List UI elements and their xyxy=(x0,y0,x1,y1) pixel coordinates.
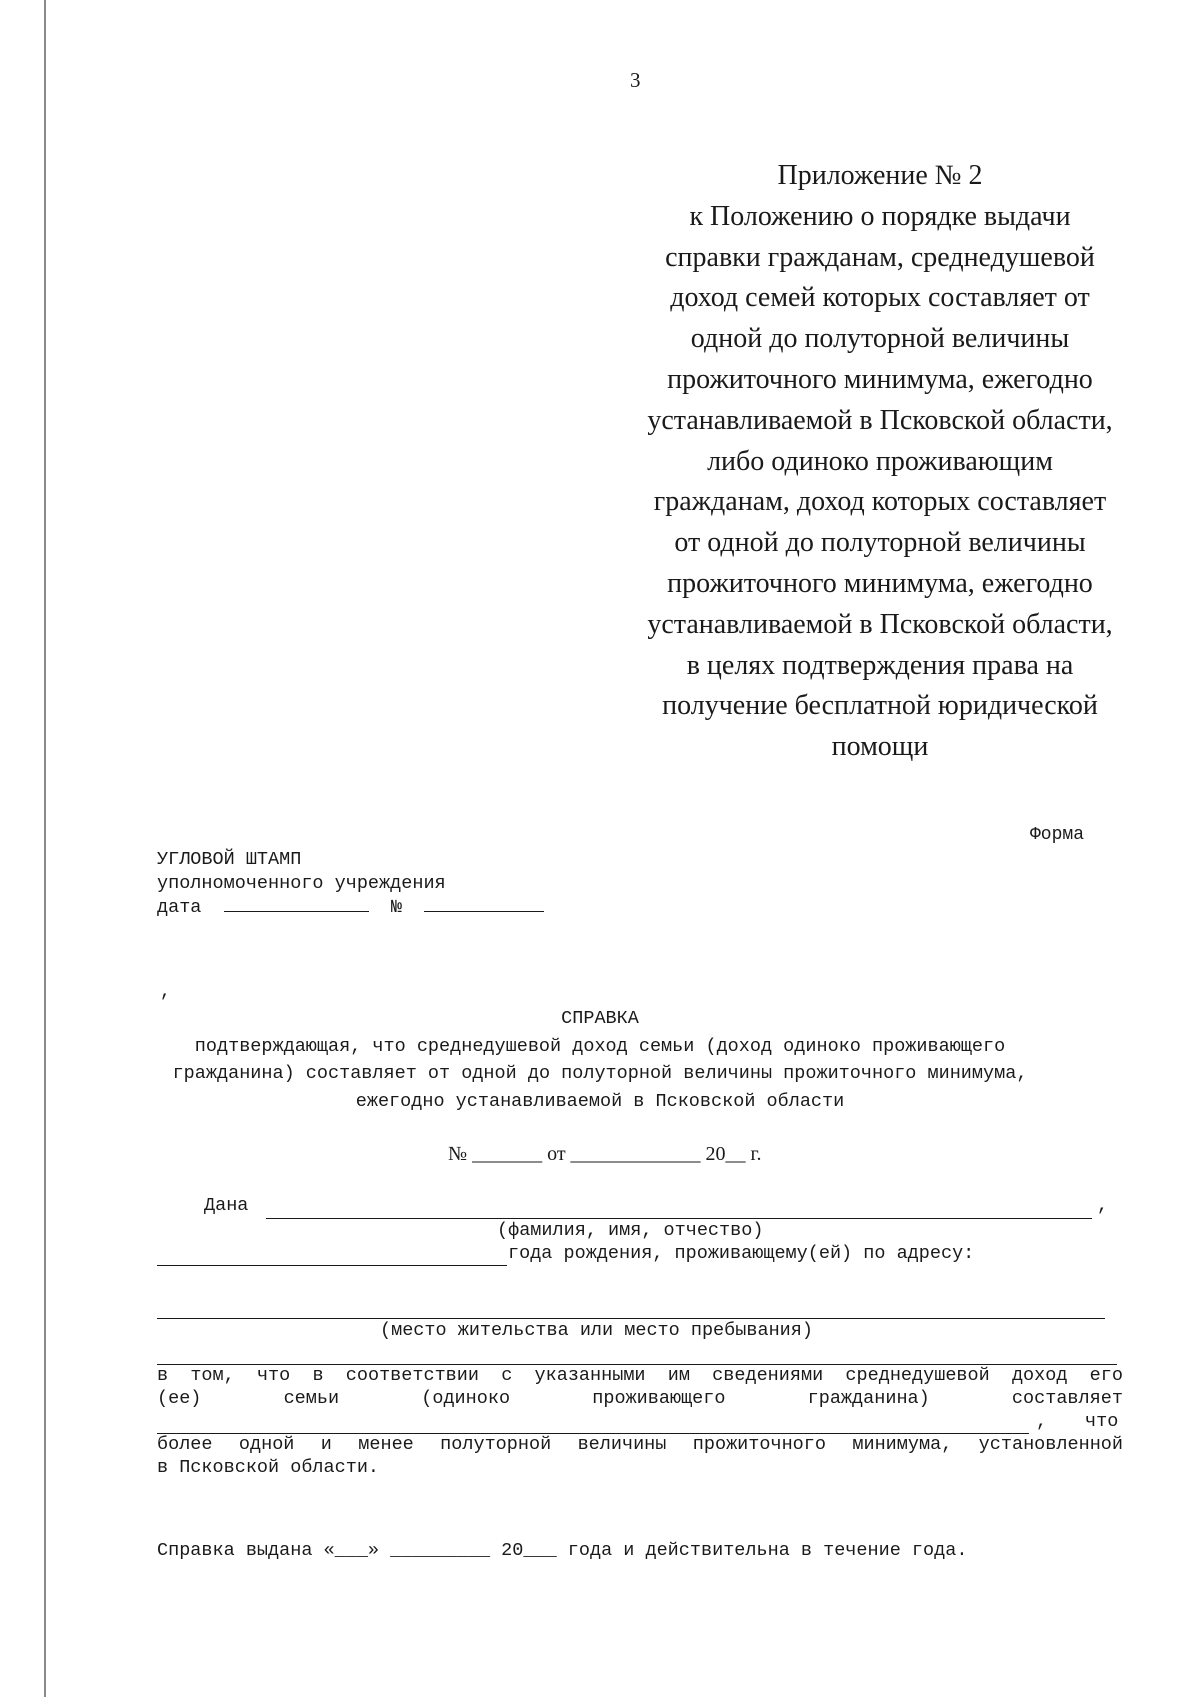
stamp-institution: уполномоченного учреждения xyxy=(157,873,446,894)
paragraph-word: (одиноко xyxy=(421,1388,511,1409)
paragraph-word: в xyxy=(312,1365,324,1386)
corner-stamp xyxy=(157,848,544,920)
certificate-title-block xyxy=(150,1005,1050,1115)
paragraph-word: с xyxy=(501,1365,513,1386)
paragraph-word: (ее) xyxy=(157,1388,202,1409)
stamp-number-label: № xyxy=(390,897,402,918)
paragraph-word: семьи xyxy=(283,1388,340,1409)
name-comma: , xyxy=(1097,1195,1109,1216)
name-blank-line xyxy=(266,1218,1092,1219)
annex-line: справки гражданам, среднедушевой xyxy=(665,241,1095,273)
stamp-date-row xyxy=(157,896,544,920)
annex-line: либо одиноко проживающим xyxy=(707,445,1053,477)
paragraph-word: указанными xyxy=(534,1365,646,1386)
paragraph-line-2 xyxy=(157,1388,1123,1409)
certificate-subtitle-line: подтверждающая, что среднедушевой доход семьи (доход одиноко проживающего xyxy=(194,1035,1006,1057)
annex-heading xyxy=(600,156,1160,768)
annex-line: доход семей которых составляет от xyxy=(670,282,1090,314)
issued-to-label: Дана xyxy=(204,1195,249,1216)
paragraph-word: менее xyxy=(358,1434,414,1455)
name-caption: (фамилия, имя, отчество) xyxy=(497,1220,764,1241)
address-blank-line xyxy=(157,1318,1105,1319)
paragraph-word: более xyxy=(157,1434,213,1455)
stamp-date-label: дата xyxy=(157,897,202,918)
paragraph-word: сведениями xyxy=(712,1365,824,1386)
annex-line: прожиточного минимума, ежегодно xyxy=(667,363,1093,395)
annex-line: в целях подтверждения права на xyxy=(686,649,1074,681)
annex-line: прожиточного минимума, ежегодно xyxy=(667,567,1093,599)
stamp-title: УГЛОВОЙ ШТАМП xyxy=(157,849,302,870)
stamp-number-blank xyxy=(424,897,544,912)
birth-text: года рождения, проживающему(ей) по адресу: xyxy=(508,1243,975,1264)
annex-line: Приложение № 2 xyxy=(777,160,983,191)
paragraph-word: доход xyxy=(1011,1365,1068,1386)
annex-line: к Положению о порядке выдачи xyxy=(689,200,1071,232)
annex-line: от одной до полуторной величины xyxy=(674,527,1086,559)
annex-line: устанавливаемой в Псковской области, xyxy=(647,608,1113,640)
annex-line: устанавливаемой в Псковской области, xyxy=(647,404,1113,436)
paragraph-word: его xyxy=(1089,1365,1123,1386)
form-label: Форма xyxy=(1030,825,1085,845)
paragraph-word: полуторной xyxy=(440,1434,552,1455)
paragraph-word: величины xyxy=(577,1434,667,1455)
amount-comma: , xyxy=(1036,1411,1048,1432)
paragraph-word: прожиточного xyxy=(692,1434,826,1455)
paragraph-line-5: в Псковской области. xyxy=(157,1457,380,1478)
paragraph-word: составляет xyxy=(1011,1388,1123,1409)
paragraph-line-3-word: что xyxy=(1085,1411,1119,1432)
paragraph-word: среднедушевой xyxy=(845,1365,990,1386)
paragraph-line-1 xyxy=(157,1365,1123,1386)
paragraph-word: гражданина) xyxy=(807,1388,930,1409)
annex-line: одной до полуторной величины xyxy=(690,323,1070,355)
page-number: 3 xyxy=(630,68,641,92)
paragraph-word: соответствии xyxy=(345,1365,479,1386)
paragraph-word: им xyxy=(667,1365,690,1386)
certificate-issued-line: Справка выдана «___» _________ 20___ года и действительна в течение года. xyxy=(157,1540,968,1561)
paragraph-word: том, xyxy=(190,1365,235,1386)
certificate-subtitle-line: гражданина) составляет от одной до полуторной величины прожиточного минимума, xyxy=(172,1063,1028,1084)
certificate-subtitle-line: ежегодно устанавливаемой в Псковской области xyxy=(355,1090,845,1112)
stamp-date-blank xyxy=(224,897,369,912)
certificate-number-line: № _______ от _____________ 20__ г. xyxy=(448,1143,762,1165)
certificate-title: СПРАВКА xyxy=(561,1008,639,1029)
paragraph-word: минимума, xyxy=(852,1434,953,1455)
residence-caption: (место жительства или место пребывания) xyxy=(380,1320,813,1341)
annex-line: получение бесплатной юридической xyxy=(662,690,1098,722)
stray-mark: , xyxy=(160,982,171,1002)
annex-line: помощи xyxy=(831,731,929,763)
annex-line: гражданам, доход которых составляет xyxy=(653,486,1107,518)
page-edge-line xyxy=(44,0,46,1697)
paragraph-word: и xyxy=(320,1434,332,1455)
paragraph-line-4 xyxy=(157,1434,1123,1455)
paragraph-word: установленной xyxy=(978,1434,1123,1455)
paragraph-word: в xyxy=(157,1365,169,1386)
paragraph-word: одной xyxy=(238,1434,295,1455)
paragraph-word: что xyxy=(256,1365,291,1386)
birth-year-blank-line xyxy=(157,1265,507,1266)
paragraph-word: проживающего xyxy=(592,1388,726,1409)
